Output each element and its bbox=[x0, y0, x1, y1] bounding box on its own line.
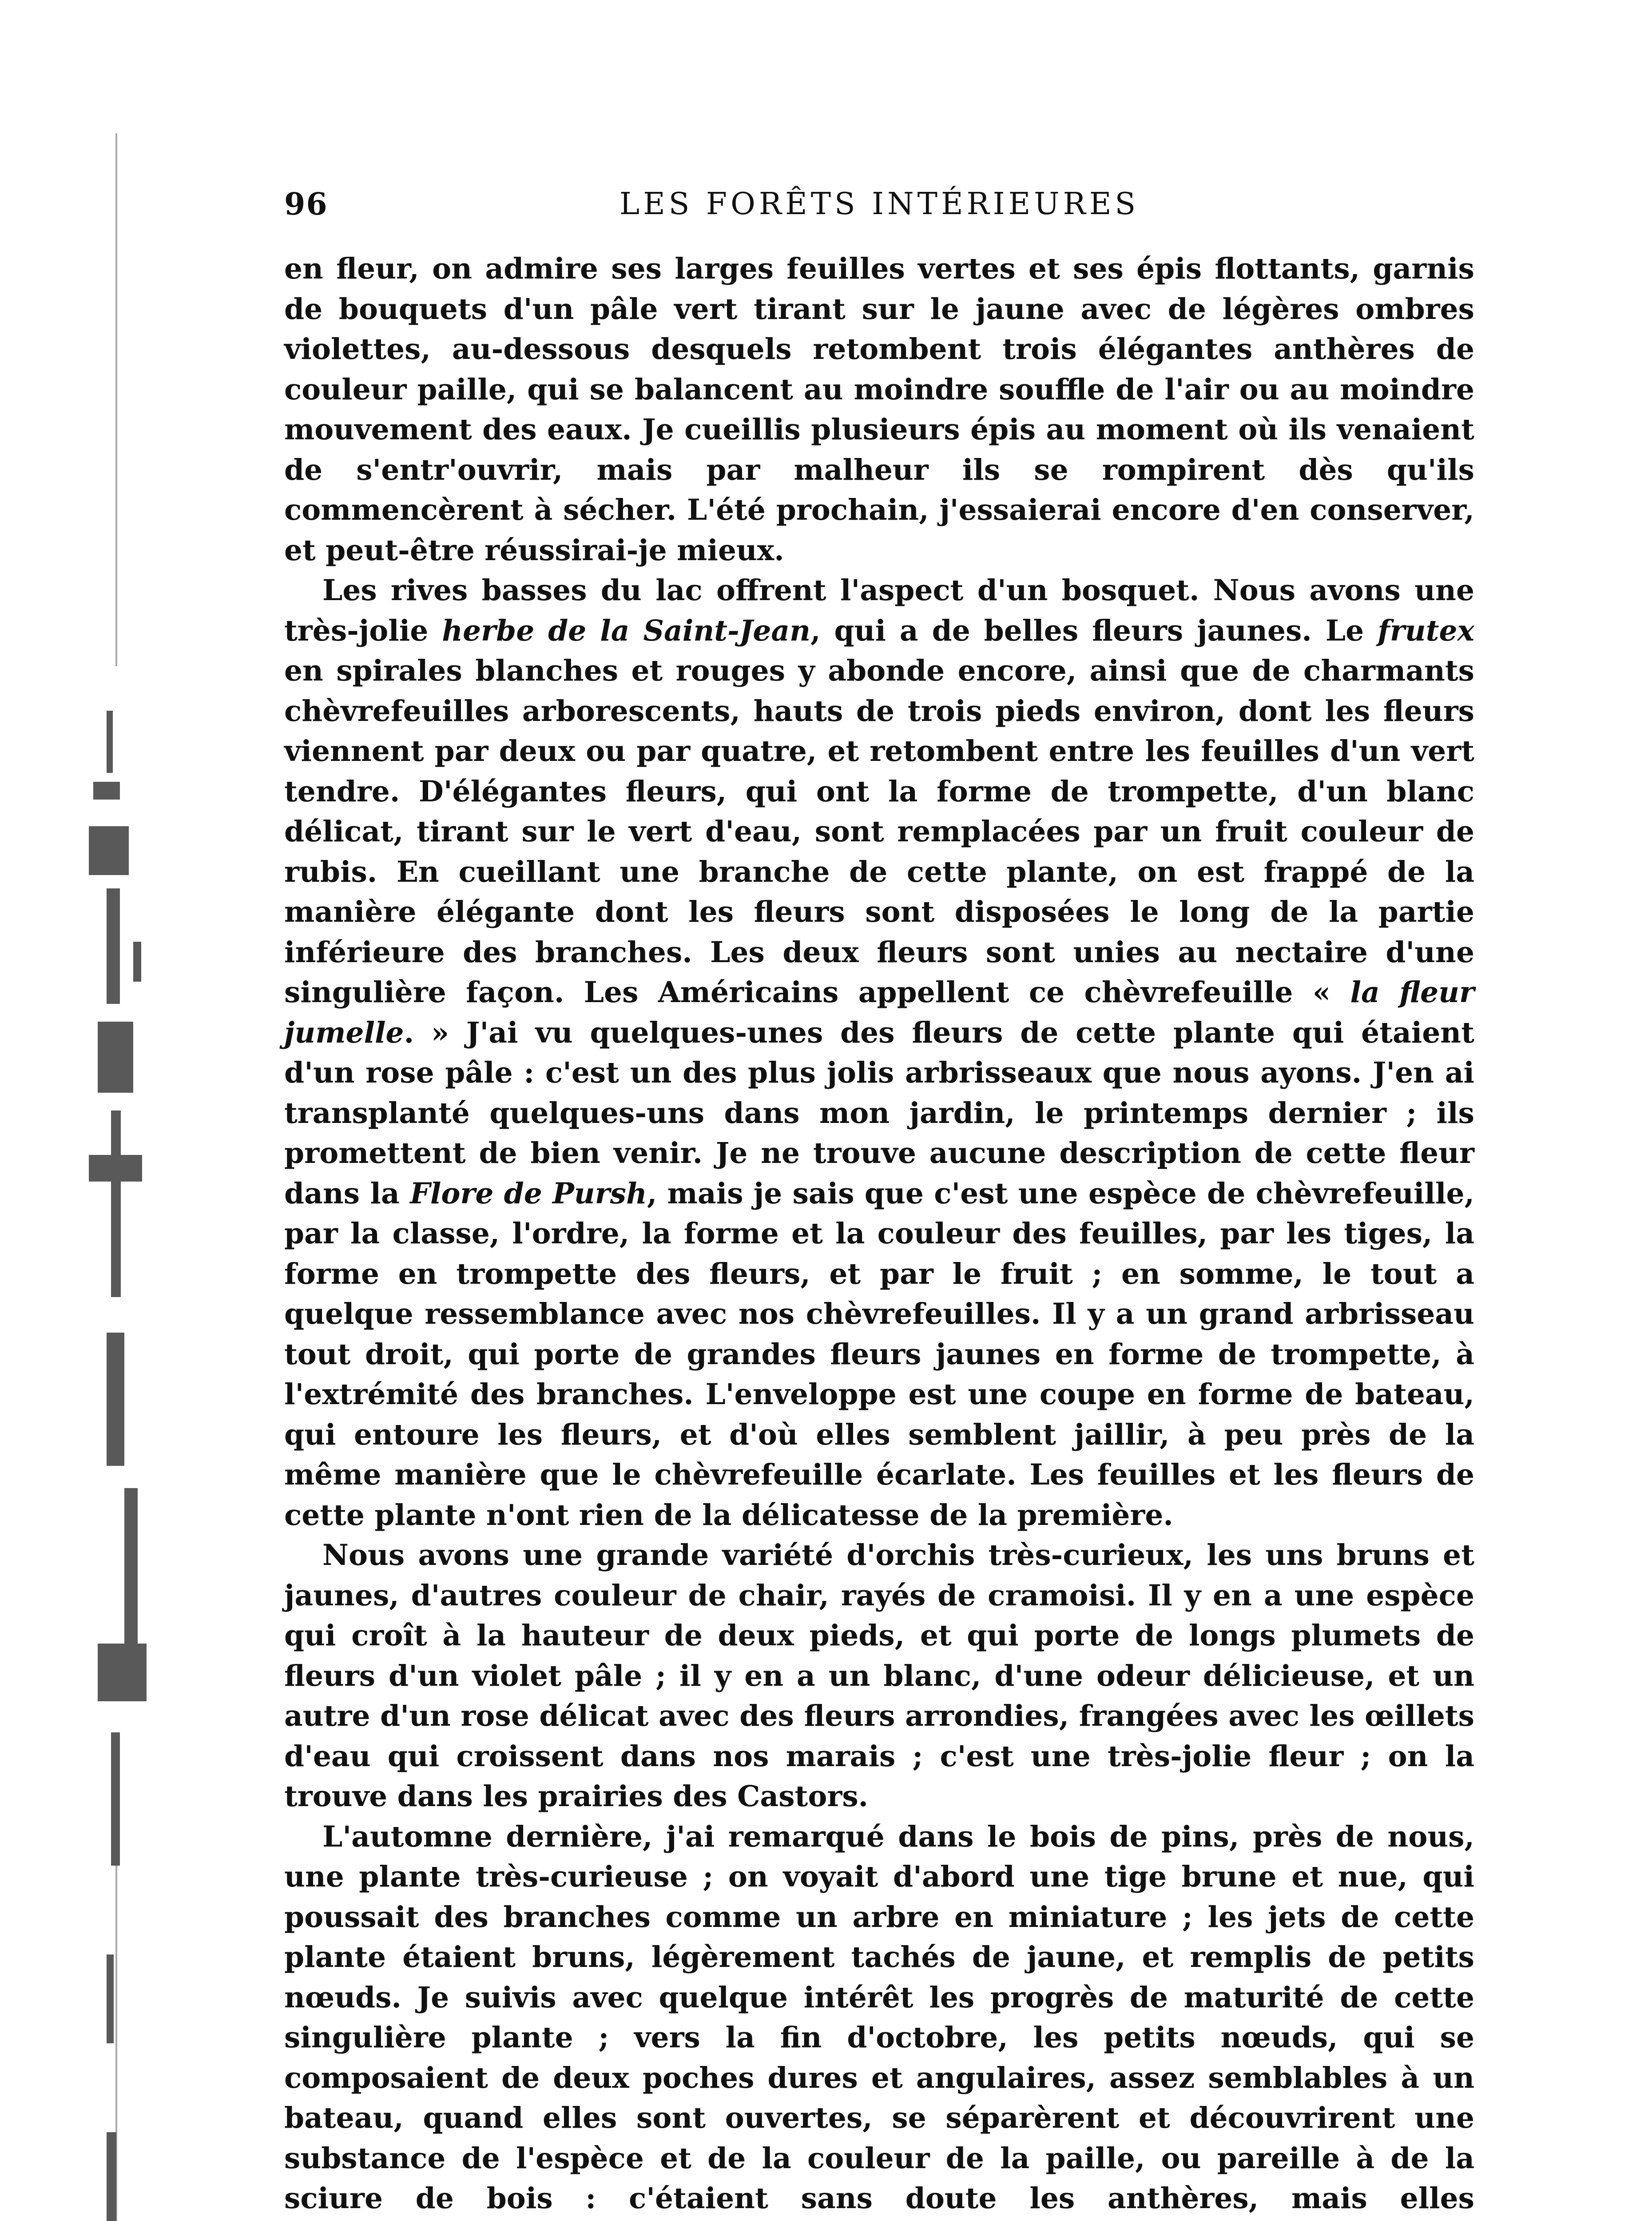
text-run: en spirales blanches et rouges y abonde encore, ainsi que de charmants chèvrefeuilles arborescents, hauts de trois pieds environ, dont les fleurs viennent par deux ou par quatre, et retombent entre les feuilles d'un vert tendre. D'élégantes fleurs, qui ont la forme de trompette, d'un blanc délicat, tirant sur le vert d'eau, sont remplacées par un fruit couleur de rubis. En cueillant une branche de cette plante, on est frappé de la manière élégante dont les fleurs sont disposées le long de la partie inférieure des branches. Les deux fleurs sont unies au nectaire d'une singulière façon. Les Américains appellent ce chèvrefeuille « bbox=[284, 654, 1474, 1009]
text-run: , qui a de belles fleurs jaunes. Le bbox=[810, 613, 1378, 648]
text-run: . » J'ai vu quelques-unes des fleurs de cette plante qui étaient d'un rose pâle : c'est un des plus jolis arbrisseaux que nous ayons. J'en ai transplanté quelques-uns dans mon jardin, le printemps dernier ; ils promettent de bien venir. Je ne trouve aucune description de cette fleur dans la bbox=[284, 1015, 1474, 1210]
paragraph bbox=[284, 249, 1474, 570]
scan-binding-artifact bbox=[80, 133, 178, 2221]
text-run: L'automne dernière, j'ai remarqué dans le bois de pins, près de nous, une plante très-curieuse ; on voyait d'abord une tige brune et nue, qui poussait des branches comme un arbre en miniature ; les jets de cette plante étaient bruns, légèrement tachés de jaune, et remplis de petits nœuds. Je suivis avec quelque intérêt les progrès de maturité de cette singulière plante ; vers la fin d'octobre, les petits nœuds, qui se composaient de deux poches dures et angulaires, assez semblables à un bateau, quand elles sont ouvertes, se séparèrent et découvrirent une substance de l'espèce et de la couleur de la paille, ou pareille à de la sciure de bois : c'étaient sans doute les anthères, mais elles bbox=[284, 1819, 1474, 2215]
text-run: , mais je sais que c'est une espèce de chèvrefeuille, par la classe, l'ordre, la forme et la couleur des feuilles, par les tiges, la forme en trompette des fleurs, et par le fruit ; en somme, le tout a quelque ressemblance avec nos chèvrefeuilles. Il y a un grand arbrisseau tout droit, qui porte de grandes fleurs jaunes en forme de trompette, à l'extrémité des branches. L'enveloppe est une coupe en forme de bateau, qui entoure les fleurs, et d'où elles semblent jaillir, à peu près de la même manière que le chèvrefeuille écarlate. Les feuilles et les fleurs de cette plante n'ont rien de la délicatesse de la première. bbox=[284, 1176, 1474, 1532]
italic-term: la fleur jumelle bbox=[284, 975, 1475, 1050]
italic-term: Flore de Pursh bbox=[410, 1176, 647, 1210]
running-header bbox=[284, 187, 1474, 235]
body-text bbox=[284, 249, 1474, 2221]
paragraph bbox=[284, 1535, 1474, 1817]
page-number: 96 bbox=[284, 187, 328, 222]
paragraph bbox=[284, 570, 1474, 1535]
text-run: Les rives basses du lac offrent l'aspect d'un bosquet. Nous avons une très-jolie bbox=[284, 573, 1474, 648]
running-title: LES FORÊTS INTÉRIEURES bbox=[619, 187, 1140, 222]
text-run: Nous avons une grande variété d'orchis très-curieux, les uns bruns et jaunes, d'autres couleur de chair, rayés de cramoisi. Il y en a une espèce qui croît à la hauteur de deux pieds, et qui porte de longs plumets de fleurs d'un violet pâle ; il y en a un blanc, d'une odeur délicieuse, et un autre d'un rose délicat avec des fleurs arrondies, frangées avec les œillets d'eau qui croissent dans nos marais ; c'est une très-jolie fleur ; on la trouve dans les prairies des Castors. bbox=[284, 1538, 1474, 1813]
text-run: en fleur, on admire ses larges feuilles vertes et ses épis flottants, garnis de bouquets d'un pâle vert tirant sur le jaune avec de légères ombres violettes, au-dessous desquels retombent trois élégantes anthères de couleur paille, qui se balancent au moindre souffle de l'air ou au moindre mouvement des eaux. Je cueillis plusieurs épis au moment où ils venaient de s'entr'ouvrir, mais par malheur ils se rompirent dès qu'ils commencèrent à sécher. L'été prochain, j'essaierai encore d'en conserver, et peut-être réussirai-je mieux. bbox=[284, 252, 1474, 567]
italic-term: herbe de la Saint-Jean bbox=[442, 613, 811, 648]
stray-pen-mark bbox=[444, 2217, 488, 2221]
italic-term: frutex bbox=[1378, 613, 1474, 648]
paragraph bbox=[284, 1817, 1474, 2221]
